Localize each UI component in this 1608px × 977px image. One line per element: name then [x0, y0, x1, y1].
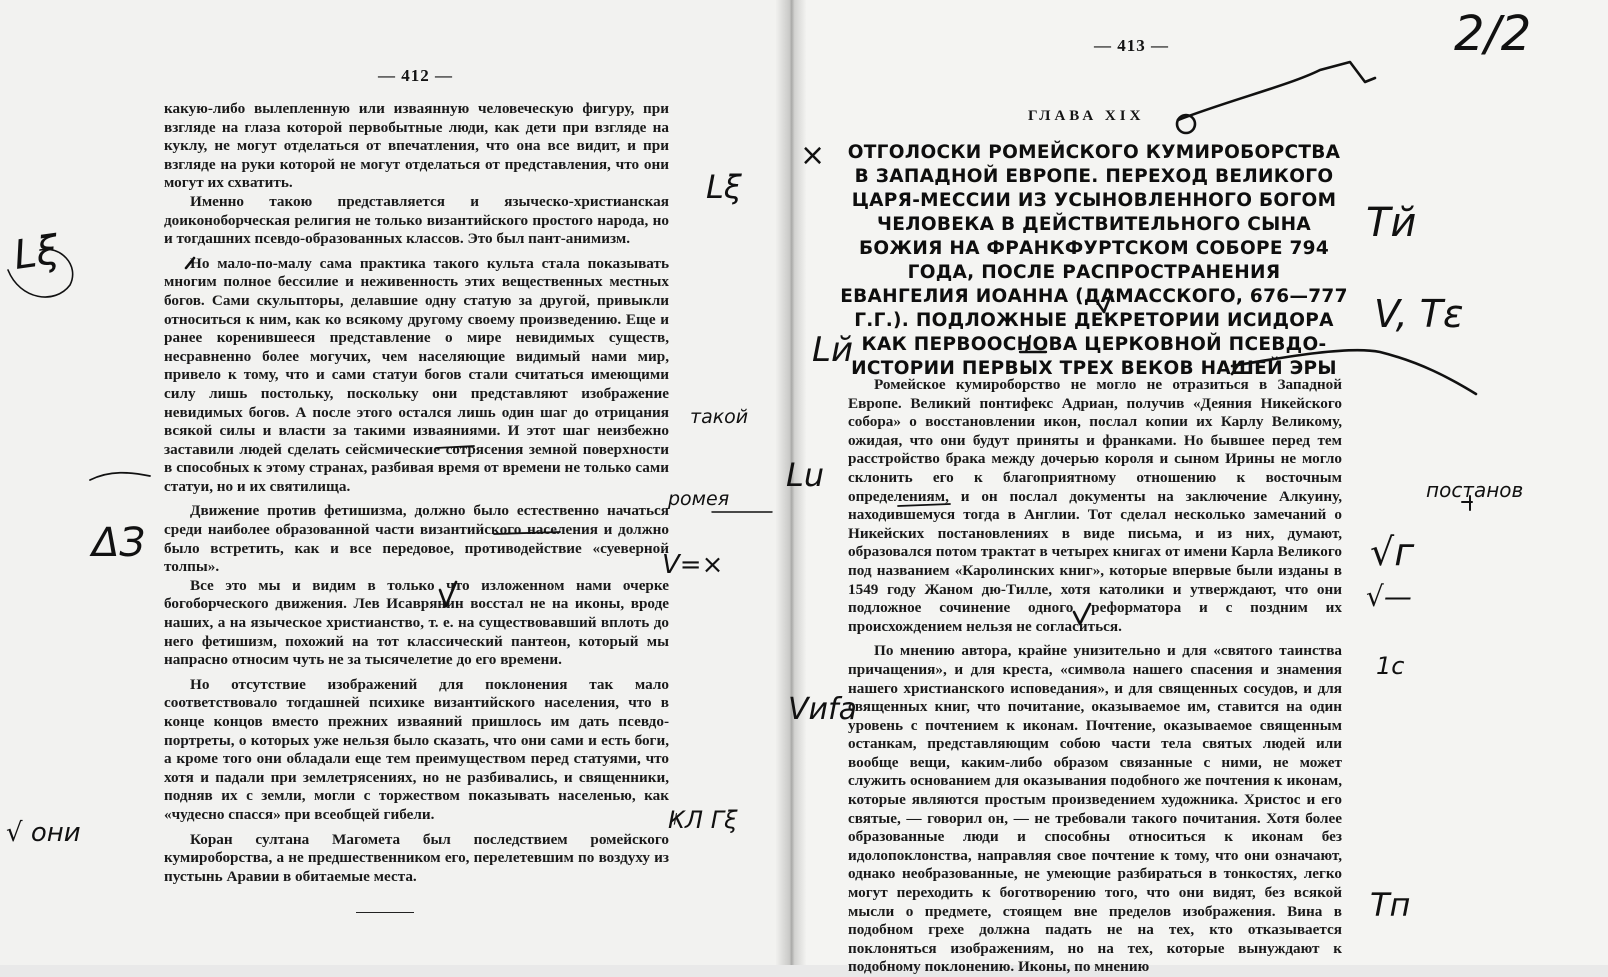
margin-note: такой — [690, 406, 749, 428]
chapter-label: ГЛАВА XIX — [1028, 108, 1145, 124]
paragraph: Именно такою представляется и языческо-христианская доиконоборческая религия не только византийского простого народа, но и тогдашних псевдо-образованных классов. Это был пант-анимизм. — [164, 192, 669, 248]
margin-note: V=× — [662, 550, 724, 580]
margin-note: 2/2 — [1454, 6, 1532, 62]
margin-note: Lξ — [706, 168, 742, 206]
page-number: — 412 — — [378, 66, 453, 85]
chapter-title: ОТГОЛОСКИ РОМЕЙСКОГО КУМИРОБОРСТВА В ЗАПАДНОЙ ЕВРОПЕ. ПЕРЕХОД ВЕЛИКОГО ЦАРЯ-МЕССИИ ИЗ УСЫНОВЛЕННОГО БОГОМ ЧЕЛОВЕКА В ДЕЙСТВИТЕЛЬНОГО СЫНА БОЖИЯ НА ФРАНКФУРТСКОМ СОБОРЕ 794 ГОДА, ПОСЛЕ РАСПРОСТРАНЕНИЯ ЕВАНГЕЛИЯ ИОАННА (ДАМАССКОГО, 676—777 Г.Г.). ПОДЛОЖНЫЕ ДЕКРЕТОРИИ ИСИДОРА КАК ПЕРВООСНОВА ЦЕРКОВНОЙ ПСЕВДО-ИСТОРИИ ПЕРВЫХ ТРЕХ ВЕКОВ НАШЕЙ ЭРЫ — [840, 142, 1348, 379]
margin-note: Lξ — [11, 227, 62, 279]
paragraph: какую-либо вылепленную или изваянную человеческую фигуру, при взгляде на глаза которой первобытные люди, как дети при взгляде на куклу, не могут отделаться от впечатления, что она все видит, и при взгляде на руки которой не могут отделаться от представления, что они могут их схватить. — [164, 100, 669, 192]
page-number: — 413 — — [1094, 36, 1169, 55]
margin-note: √ они — [6, 818, 81, 848]
margin-note: 1с — [1376, 652, 1405, 680]
margin-note: ромея — [668, 488, 730, 510]
margin-note: ҜЛ Гξ — [668, 806, 738, 834]
paragraph: Коран султана Магомета был последствием ромейского кумироборства, а не предшественником его, перелетевшим по воздуху из пустынь Аравии в обитаемые места. — [164, 830, 669, 885]
end-rule — [356, 912, 414, 913]
paragraph: Движение против фетишизма, должно было естественно начаться среди наиболее образованной части византийского населения и должно было встретить, как и все передовое, противодействие «суеверной толпы». — [164, 502, 669, 576]
margin-note: V, Тε — [1374, 292, 1464, 336]
margin-note: ΔЗ — [92, 520, 146, 566]
paragraph: Ромейское кумироборство не могло не отразиться в Западной Европе. Великий понтифекс Адриан, получив «Деяния Никейского собора» о восстановлении икон, послал копии их Карлу Великому, ожидая, что они будут приняты и франками. Но бывшее перед тем расстройство брака между дочерью короля и сыном Ирины не могло склонить его к благоприятному отношению к восточным определениям, и он послал документы на заключение Алкуину, находившемуся тогда в Англии. Тот сделал несколько замечаний о Никейских постановлениях в виде письма, и из них, думают, образовался потом трактат в четырех книгах от имени Карла Великого под названием «Каролинских книг», которые впервые были изданы в 1549 году Жаном дю-Тилле, хотя католики и утверждают, что они подложное сочинение одного реформатора и с поздним их происхождением нельзя не согласиться. — [848, 376, 1342, 635]
paragraph: Но мало-по-малу сама практика такого культа стала показывать многим полное бессилие и неживенность этих вещественных местных богов. Сами скульпторы, делавшие одну статую за другой, привыкли относиться к ним, как ко всякому другому своему произведению. Еще и ранее коренившееся представление о мире невидимых существ, несравненно более могучих, чем населяющие видимый нами мир, привело к тому, что и сами статуи богов стали считаться имеющими силу лишь постольку, поскольку они представляют изображение невидимых богов. А после этого остался лишь один шаг до отрицания всякой силы и власти за такими изваяниями. И этот шаг неизбежно заставили людей сделать сейсмические сотрясения земной поверхности в способных к этому странах, разбивая время от времени не только сами статуи, но и их святилища. — [164, 254, 669, 495]
margin-note: √г — [1370, 530, 1415, 574]
paragraph: По мнению автора, крайне унизительно и для «святого таинства причащения», и для креста, «символа нашего спасения и знамения нашего христианского исповедания», и для священных сосудов, и для священных книг, что почитание, оказываемое им, ставится на один уровень с почтением к иконам. Почтение, оказываемое священным останкам, представляющим собою части тела святых людей или вообще вещи, каким-либо образом связанные с ними, не может служить основанием для оказывания подобного же почтения к иконам, которые являются простым произведением художника. Христос и его святые, — говорил он, — не требовали такого почитания. Хотя более образованные люди и способны относиться к иконам без идолопоклонства, направляя свое почтение к тому, что они означают, однако необразованные, не умеющие разбираться в тонкостях, легко могут переходить к боготворению того, что они видят, без всякой мысли о предмете, стоящем вне пределов изображения. Вина в подобном грехе должна падать не на тех, кто отказывается поклоняться изображениям, но на тех, которые вынуждают к подобному поклонению. Иконы, по мнению — [848, 642, 1342, 976]
margin-note: Lu — [786, 456, 825, 494]
margin-note: Тй — [1366, 200, 1417, 246]
margin-note: Vиfa — [788, 692, 857, 727]
margin-note: Тп — [1370, 886, 1411, 924]
margin-note: постанов — [1426, 478, 1524, 502]
page-body — [848, 376, 1342, 977]
margin-note: √— — [1366, 580, 1412, 613]
page-body — [164, 100, 669, 886]
margin-note: × — [800, 138, 826, 173]
paragraph: Все это мы и видим в только что изложенном нами очерке богоборческого движения. Лев Исаврянин восстал не на иконы, вроде наших, а на языческое христианство, т. е. на существовавший вплоть до него фетишизм, похожий на тот классический пантеон, который мы напрасно относим чуть не за тысячелетие до его времени. — [164, 576, 669, 669]
margin-note: Lй — [812, 330, 854, 370]
paragraph: Но отсутствие изображений для поклонения так мало соответствовало тогдашней психике византийского населения, что в конце концов вместо прежних изваяний пришлось им дать псевдо-портреты, о которых уже нельзя было сказать, что они сами и есть боги, а кроме того они обладали еще тем преимуществом перед статуями, что хотя и падали при землетрясениях, но не разбивались, и священники, подняв их с земли, могли с торжеством показывать населенью, как «чудесно спасся» при всеобщей гибели. — [164, 675, 669, 823]
